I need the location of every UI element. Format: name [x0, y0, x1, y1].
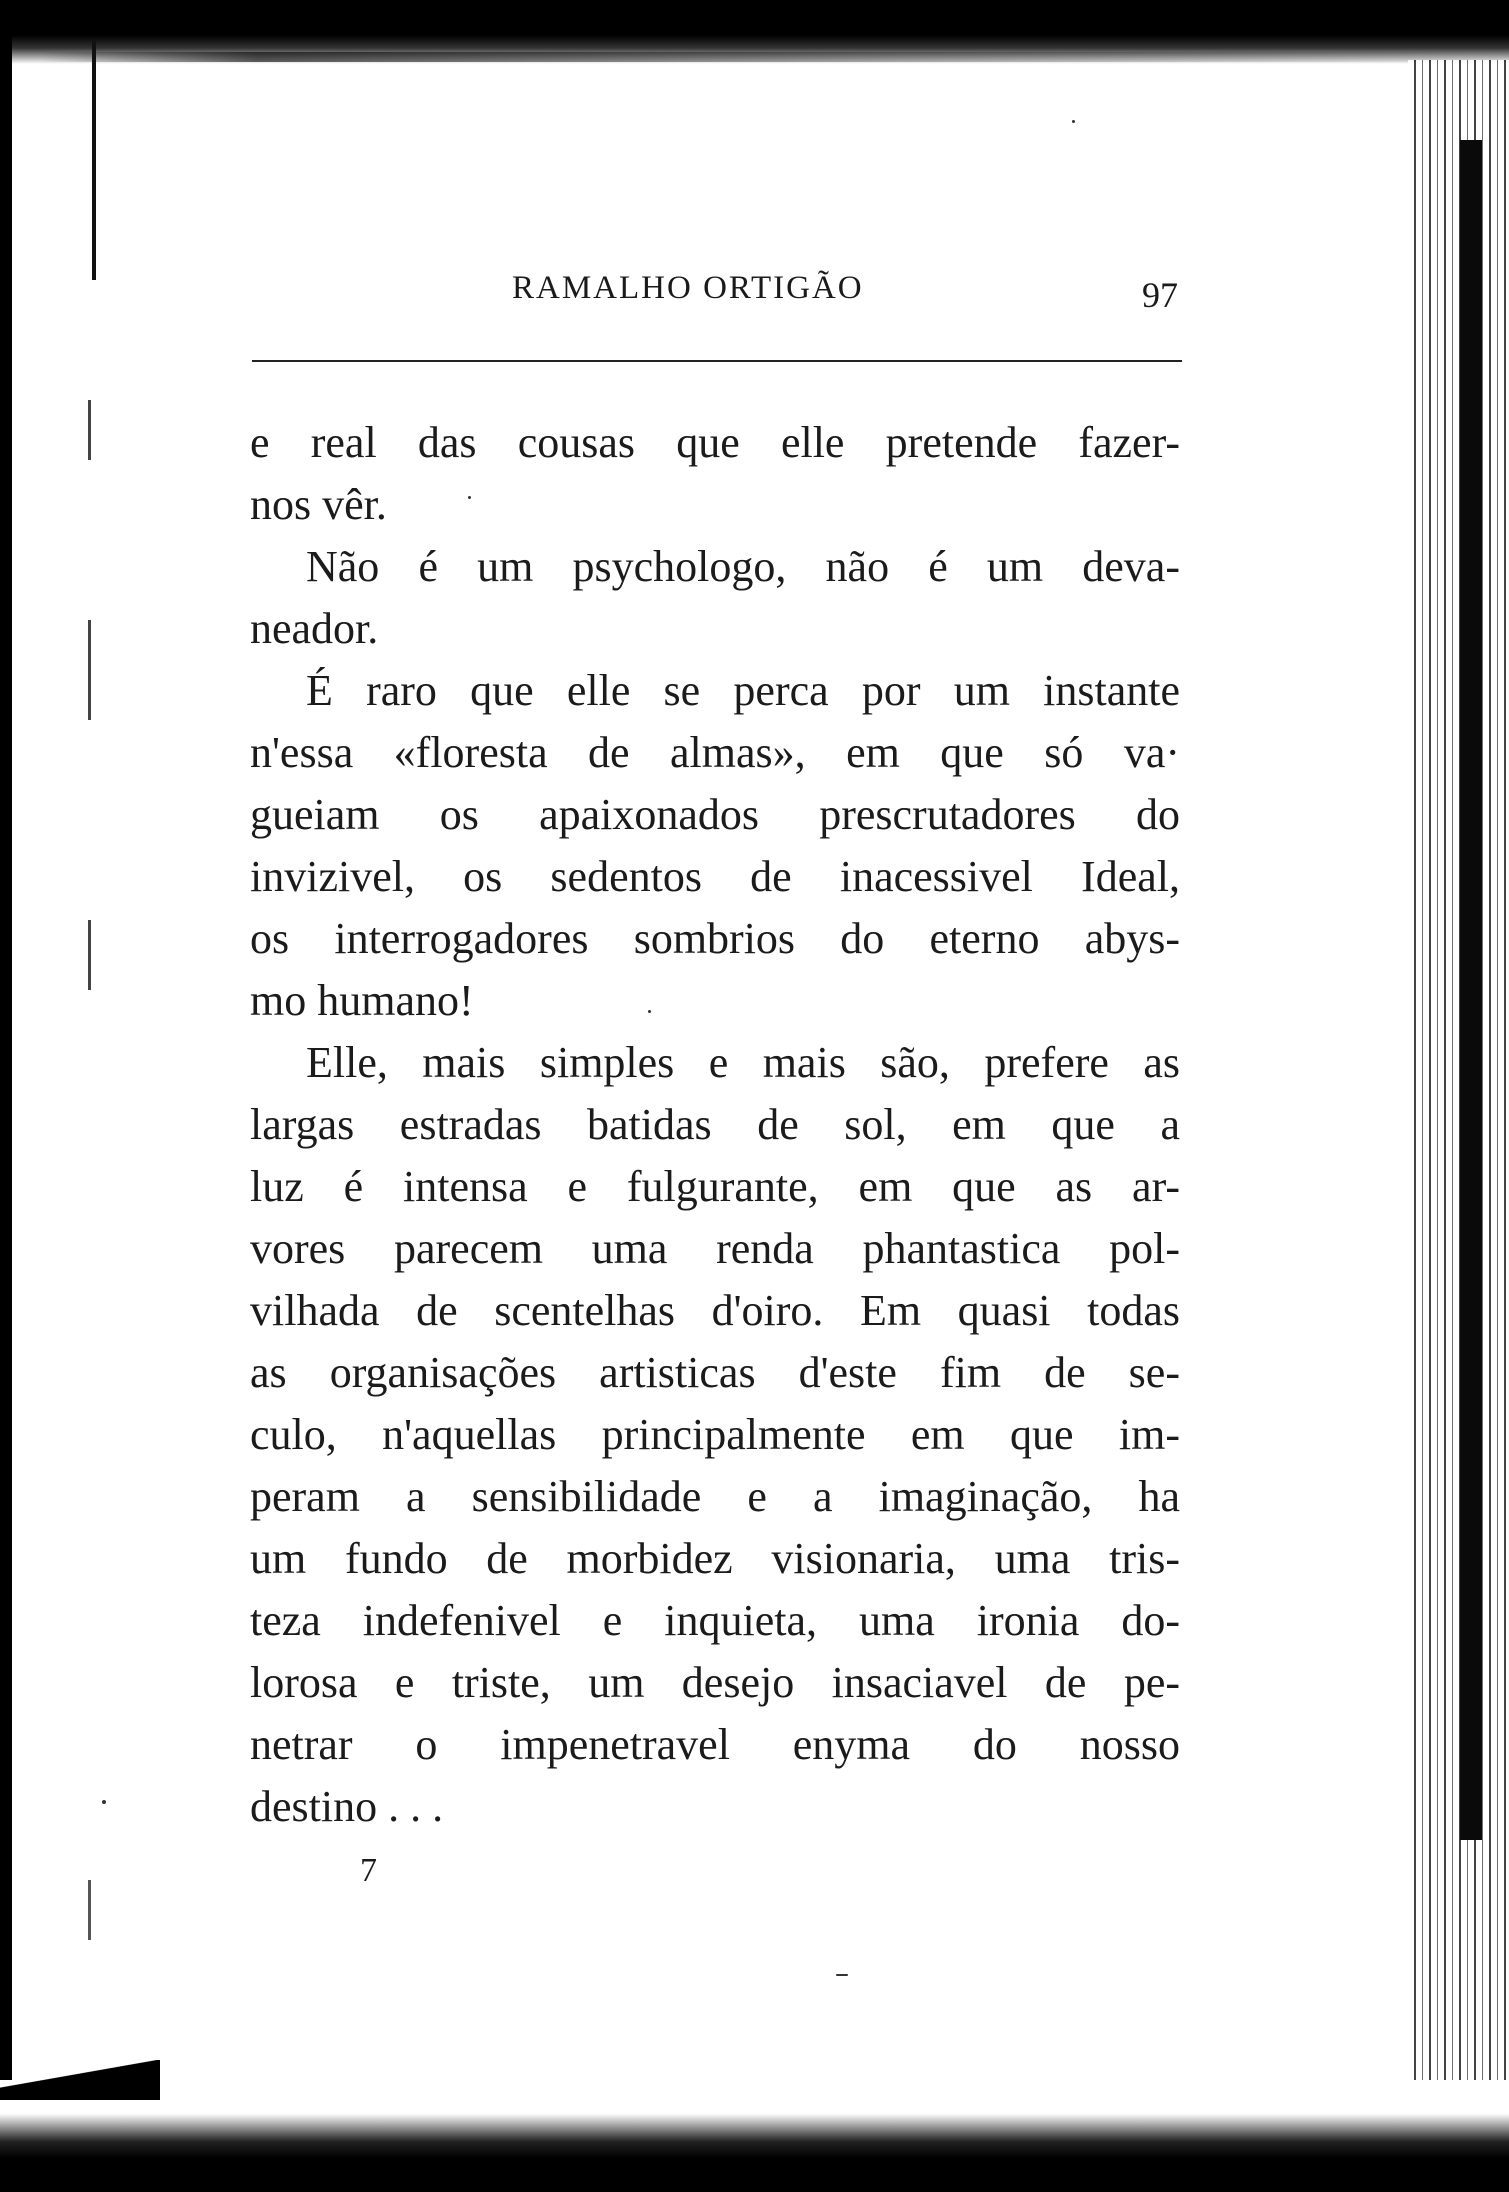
page-stack-right-edge [1408, 60, 1509, 2110]
text-line: É raro que elle se perca por um instante [306, 666, 1180, 715]
text-line: luz é intensa e fulgurante, em que as ar- [250, 1162, 1180, 1211]
book-bottom-corner [0, 2060, 160, 2100]
gutter-mark [88, 1880, 91, 1940]
text-line: as organisações artisticas d'este fim de se- [250, 1348, 1180, 1397]
text-line: Elle, mais simples e mais são, prefere as [306, 1038, 1180, 1087]
body-text [250, 412, 1180, 1838]
gutter-mark [88, 620, 91, 720]
scan-speck [1072, 120, 1075, 123]
book-right-edge [1460, 140, 1482, 1840]
header-rule [252, 360, 1182, 362]
text-line: mo humano! [250, 976, 474, 1025]
gutter-line [92, 40, 96, 280]
scan-speck [102, 1800, 106, 1804]
text-line: peram a sensibilidade e a imaginação, ha [250, 1472, 1180, 1521]
gutter-mark [88, 400, 91, 460]
running-head [252, 262, 1182, 322]
running-title: RAMALHO ORTIGÃO [512, 270, 864, 306]
text-line: destino . . . [250, 1782, 444, 1831]
text-line: e real das cousas que elle pretende fazer- [250, 418, 1180, 467]
text-line: n'essa «floresta de almas», em que só va· [250, 728, 1180, 777]
text-line: lorosa e triste, um desejo insaciavel de pe- [250, 1658, 1180, 1707]
scan-speck [468, 496, 471, 499]
text-line: invizivel, os sedentos de inacessivel Ideal, [250, 852, 1180, 901]
scan-speck [648, 1010, 651, 1013]
text-line: largas estradas batidas de sol, em que a [250, 1100, 1180, 1149]
text-line: vilhada de scentelhas d'oiro. Em quasi todas [250, 1286, 1180, 1335]
book-left-edge [0, 0, 12, 2192]
text-line: os interrogadores sombrios do eterno abys- [250, 914, 1180, 963]
text-line: um fundo de morbidez visionaria, uma tris- [250, 1534, 1180, 1583]
gutter-mark [88, 920, 91, 990]
text-line: teza indefenivel e inquieta, uma ironia do- [250, 1596, 1180, 1645]
text-line: culo, n'aquellas principalmente em que im- [250, 1410, 1180, 1459]
page-number: 97 [1142, 275, 1178, 315]
book-bottom-edge [0, 2080, 1509, 2192]
text-line: neador. [250, 604, 379, 653]
text-line: Não é um psychologo, não é um deva- [306, 542, 1180, 591]
signature-mark: 7 [360, 1852, 377, 1889]
text-line: nos vêr. [250, 480, 387, 529]
text-line: gueiam os apaixonados prescrutadores do [250, 790, 1180, 839]
text-line: netrar o impenetravel enyma do nosso [250, 1720, 1180, 1769]
text-line: vores parecem uma renda phantastica pol- [250, 1224, 1180, 1273]
book-top-shadow [40, 52, 1490, 62]
scan-speck [836, 1974, 848, 1976]
